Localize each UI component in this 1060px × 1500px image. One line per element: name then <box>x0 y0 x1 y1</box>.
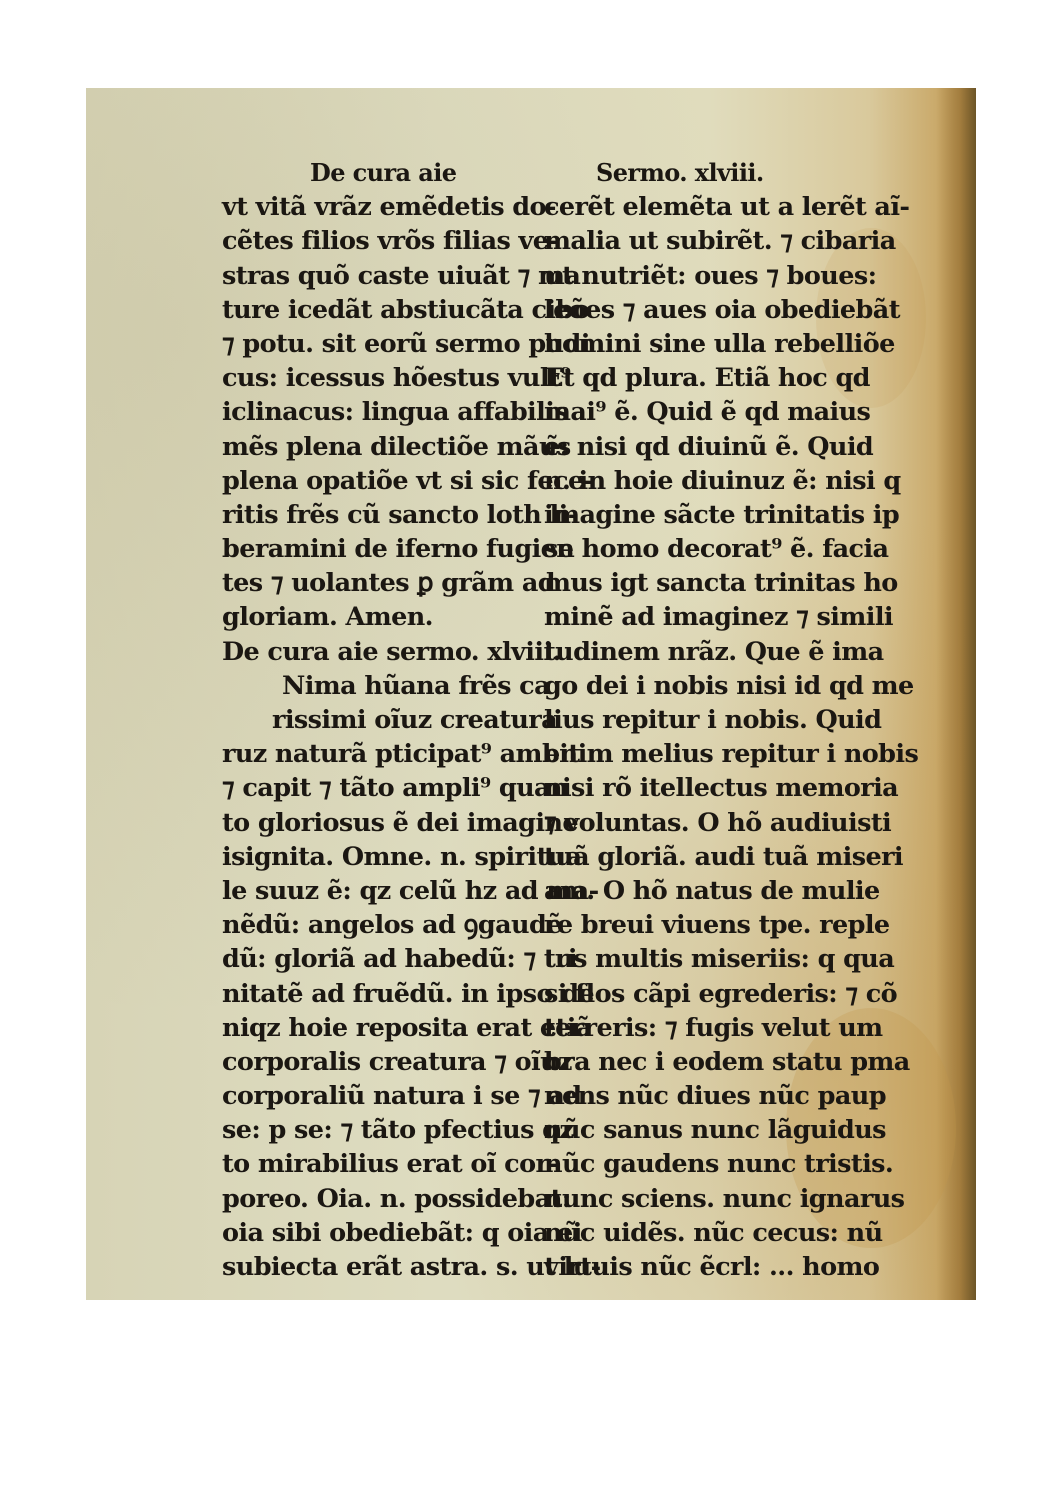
text-line: minẽ ad imaginez ⁊ simili <box>544 602 894 633</box>
text-line: rissimi oĩuz creatura <box>272 705 558 735</box>
text-line: nitatẽ ad fruẽdũ. in ipso de <box>222 978 595 1009</box>
text-line: nunc sciens. nunc ignarus <box>544 1183 905 1214</box>
text-line: to gloriosus ẽ dei imagine <box>222 807 579 838</box>
text-line: terreris: ⁊ fugis velut um <box>544 1012 883 1043</box>
text-line: subiecta erãt astra. s. ut lu- <box>222 1252 601 1282</box>
text-line: nũc sanus nunc lãguidus <box>544 1115 886 1146</box>
left-text-column <box>222 156 601 1284</box>
text-line: nũc gaudens nunc tristis. <box>544 1149 894 1180</box>
text-line: se: p se: ⁊ tãto pfectius qz <box>222 1115 574 1146</box>
right-text-column <box>544 156 919 1284</box>
text-line: malia ut subirẽt. ⁊ cibaria <box>544 226 896 257</box>
text-line: enim melius repitur i nobis <box>544 739 919 770</box>
text-line: cẽtes filios vrõs filias ve- <box>222 226 559 257</box>
text-line: nũc uidẽs. nũc cecus: nũ <box>544 1217 883 1248</box>
text-line: beramini de iferno fugien <box>222 534 575 565</box>
text-line: Et qd plura. Etiã hoc qd <box>544 363 870 394</box>
text-line: mẽs plena dilectiõe mãus <box>222 431 571 462</box>
text-line: dũ: gloriã ad habedũ: ⁊ tri <box>222 944 577 975</box>
text-line: tus multis miseriis: q qua <box>544 944 895 975</box>
text-line: nens nũc diues nũc paup <box>544 1081 886 1112</box>
text-line: am. O hõ natus de mulie <box>544 875 880 906</box>
text-line: ⁊ potu. sit eorũ sermo pudi <box>222 328 590 359</box>
text-line: re breui viuens tpe. reple <box>544 910 890 941</box>
text-line: leões ⁊ aues oia obediebãt <box>544 294 900 325</box>
text-line: cus: icessus hõestus vult⁹ <box>222 363 571 394</box>
text-line: Nima hũana frẽs ca <box>282 670 551 701</box>
text-line: imagine sãcte trinitatis ip <box>544 499 900 530</box>
text-line: virtuis nũc ẽcrl: ... homo <box>544 1252 880 1282</box>
text-line: si flos cãpi egrederis: ⁊ cõ <box>544 978 898 1009</box>
running-head-right: Sermo. xlviii. <box>596 158 764 187</box>
text-line: vt vitã vrãz emẽdetis do- <box>222 192 556 223</box>
text-line: lius repitur i nobis. Quid <box>544 705 882 735</box>
text-line: ut nutriẽt: oues ⁊ boues: <box>544 260 877 291</box>
text-line: tes ⁊ uolantes ꝑ grãm ad <box>222 568 555 599</box>
text-line: corporalis creatura ⁊ oĩuz <box>222 1046 572 1077</box>
text-line: ⁊ capit ⁊ tãto ampli⁹ quan <box>222 773 568 804</box>
text-line: homini sine ulla rebelliõe <box>544 328 895 359</box>
text-line: poreo. Oia. n. possidebat: <box>222 1183 571 1214</box>
text-line: cerẽt elemẽta ut a lerẽt aĩ- <box>544 192 910 223</box>
parchment-page <box>86 88 976 1300</box>
text-line: ẽ: nisi qd diuinũ ẽ. Quid <box>544 431 874 462</box>
text-line: iclinacus: lingua affabilis <box>222 397 569 428</box>
text-line: go dei i nobis nisi id qd me <box>544 670 914 701</box>
text-line: nisi rõ itellectus memoria <box>544 773 899 804</box>
text-line: n. in hoie diuinuz ẽ: nisi q <box>544 465 901 496</box>
text-line: mus igt sancta trinitas ho <box>544 568 898 599</box>
text-line: tudinem nrãz. Que ẽ ima <box>544 636 884 667</box>
text-line: le suuz ẽ: qz celũ hz ad ma- <box>222 875 599 906</box>
scan-frame <box>86 88 976 1300</box>
text-line: tuã gloriã. audi tuã miseri <box>544 841 903 872</box>
text-line: plena opatiõe vt si sic fece- <box>222 465 594 496</box>
text-line: oia sibi obediebãt: q oia ei <box>222 1217 582 1248</box>
running-head-left: De cura aie <box>310 158 457 187</box>
text-line: nẽdũ: angelos ad ꝯgaudẽ <box>222 910 562 941</box>
text-line: bra nec i eodem statu pma <box>544 1046 910 1077</box>
text-line: ⁊ voluntas. O hõ audiuisti <box>544 807 892 838</box>
text-line: se homo decorat⁹ ẽ. facia <box>544 534 889 565</box>
text-line: to mirabilius erat oĩ cor- <box>222 1149 559 1180</box>
text-line: stras quõ caste uiuãt ⁊ ma <box>222 260 581 291</box>
text-line: gloriam. Amen. <box>222 602 433 633</box>
text-line: ture icedãt abstiucãta cibo <box>222 294 590 325</box>
text-line: mai⁹ ẽ. Quid ẽ qd maius <box>544 397 871 428</box>
text-line: ritis frẽs cũ sancto loth li- <box>222 499 578 530</box>
text-line: corporaliũ natura i se ⁊ ad <box>222 1081 582 1112</box>
text-line: niqz hoie reposita erat etiã <box>222 1012 592 1043</box>
text-line: ruz naturã pticipat⁹ ambit <box>222 739 580 770</box>
sermon-heading: De cura aie sermo. xlviii. <box>222 636 561 667</box>
text-line: isignita. Omne. n. spiritua <box>222 841 582 872</box>
